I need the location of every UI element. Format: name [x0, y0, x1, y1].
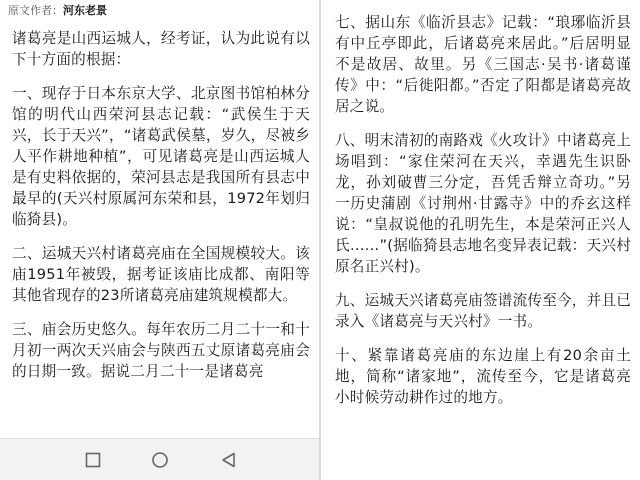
article-text-left	[12, 28, 310, 395]
paragraph-3: 三、庙会历史悠久。每年农历二月二十一和十月初一两次天兴庙会与陕西五丈原诸葛亮庙会的日期一致。据说二月二十一是诸葛亮	[12, 321, 310, 380]
article-text-right	[335, 12, 631, 421]
paragraph-10: 十、紧靠诸葛亮庙的东边崖上有20余亩土地，简称“诸家地”，流传至今，它是诸葛亮小时候劳动耕作过的地方。	[335, 347, 631, 406]
recent-apps-icon[interactable]	[84, 451, 102, 469]
paragraph-intro: 诸葛亮是山西运城人，经考证，认为此说有以下十方面的根据：	[12, 30, 310, 68]
paragraph-8: 八、明末清初的南路戏《火攻计》中诸葛亮上场唱到：“家住荣河在天兴，幸遇先生识卧龙，孙刘破曹三分定，吾凭舌辩立奇功。”另一历史蒲剧《讨荆州·甘露寺》中的乔玄这样说：“皇叔说他的孔明先生，本是荣河正兴人氏……”(据临猗县志地名变异表记载：天兴村原名正兴村)。	[335, 132, 631, 275]
paragraph-2: 二、运城天兴村诸葛亮庙在全国规模较大。该庙1951年被毁，据考证该庙比成都、南阳等其他省现存的23所诸葛亮庙建筑规模都大。	[12, 245, 310, 304]
paragraph-9: 九、运城天兴诸葛亮庙签谱流传至今，并且已录入《诸葛亮与天兴村》一书。	[335, 292, 631, 330]
author-label: 原文作者：	[8, 4, 63, 17]
right-article-panel	[321, 0, 640, 480]
paragraph-7: 七、据山东《临沂县志》记载：“琅琊临沂县有中丘亭即此，后诸葛亮来居此。”后居明显不是故居、故里。另《三国志·吴书·诸葛谨传》中：“后徙阳都。”否定了阳都是诸葛亮故居之说。	[335, 14, 631, 115]
paragraph-1: 一、现存于日本东京大学、北京图书馆柏林分馆的明代山西荣河县志记载：“武侯生于天兴，长于天兴”，“诸葛武侯墓，岁久，尽被乡人平作耕地种植”，可见诸葛亮是山西运城人是有史料依据的，荣河县志是我国所有县志中最早的(天兴村原属河东荣和县，1972年划归临猗县)。	[12, 85, 310, 228]
back-icon[interactable]	[220, 451, 238, 469]
author-name: 河东老景	[63, 4, 107, 17]
left-article-panel	[0, 0, 319, 480]
android-navigation-bar	[0, 438, 319, 480]
author-bar	[0, 0, 319, 22]
home-icon[interactable]	[151, 451, 169, 469]
